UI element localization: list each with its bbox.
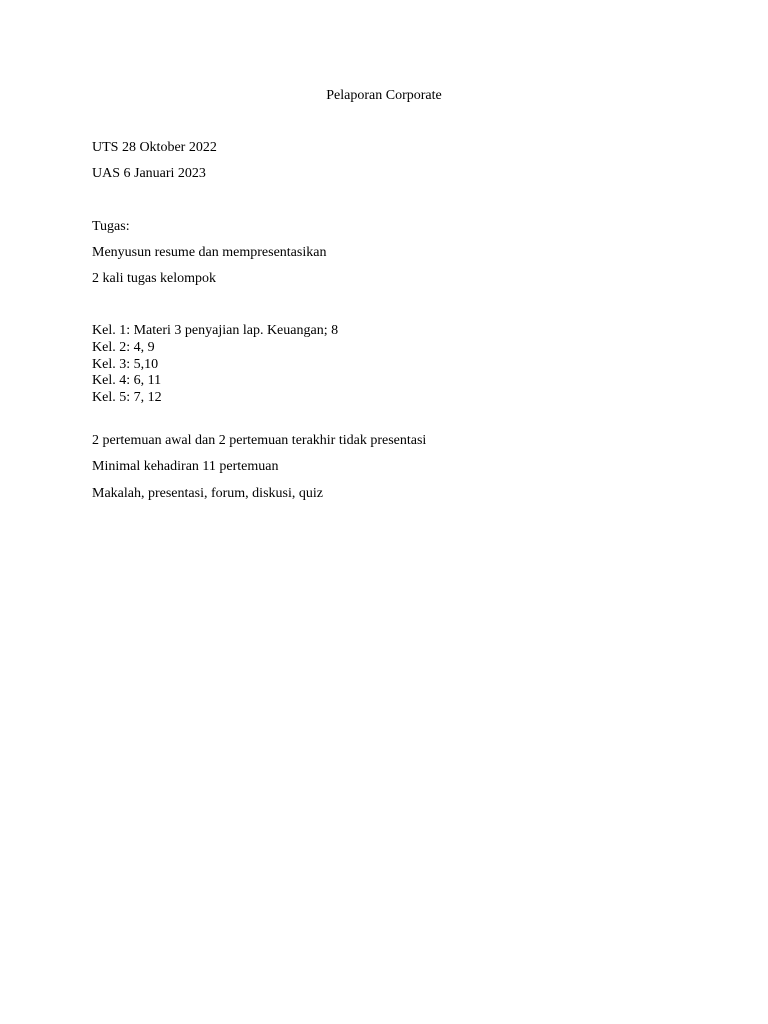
task-item-group: 2 kali tugas kelompok — [92, 271, 217, 286]
group-item-1: Kel. 1: Materi 3 penyajian lap. Keuangan; 8 — [92, 323, 339, 338]
tasks-heading: Tugas: — [92, 219, 130, 234]
group-item-4: Kel. 4: 6, 11 — [92, 373, 162, 389]
group-item-5: Kel. 5: 7, 12 — [92, 390, 162, 406]
note-presentation: 2 pertemuan awal dan 2 pertemuan terakhir tidak presentasi — [92, 433, 427, 448]
group-list — [92, 323, 338, 407]
schedule-uts: UTS 28 Oktober 2022 — [92, 140, 217, 155]
group-item-3: Kel. 3: 5,10 — [92, 356, 159, 372]
document-title: Pelaporan Corporate — [326, 88, 442, 103]
task-item-resume: Menyusun resume dan mempresentasikan — [92, 245, 327, 260]
schedule-uas: UAS 6 Januari 2023 — [92, 166, 206, 181]
note-attendance: Minimal kehadiran 11 pertemuan — [92, 459, 279, 474]
note-assessment: Makalah, presentasi, forum, diskusi, quiz — [92, 486, 323, 501]
group-item-2: Kel. 2: 4, 9 — [92, 339, 155, 355]
